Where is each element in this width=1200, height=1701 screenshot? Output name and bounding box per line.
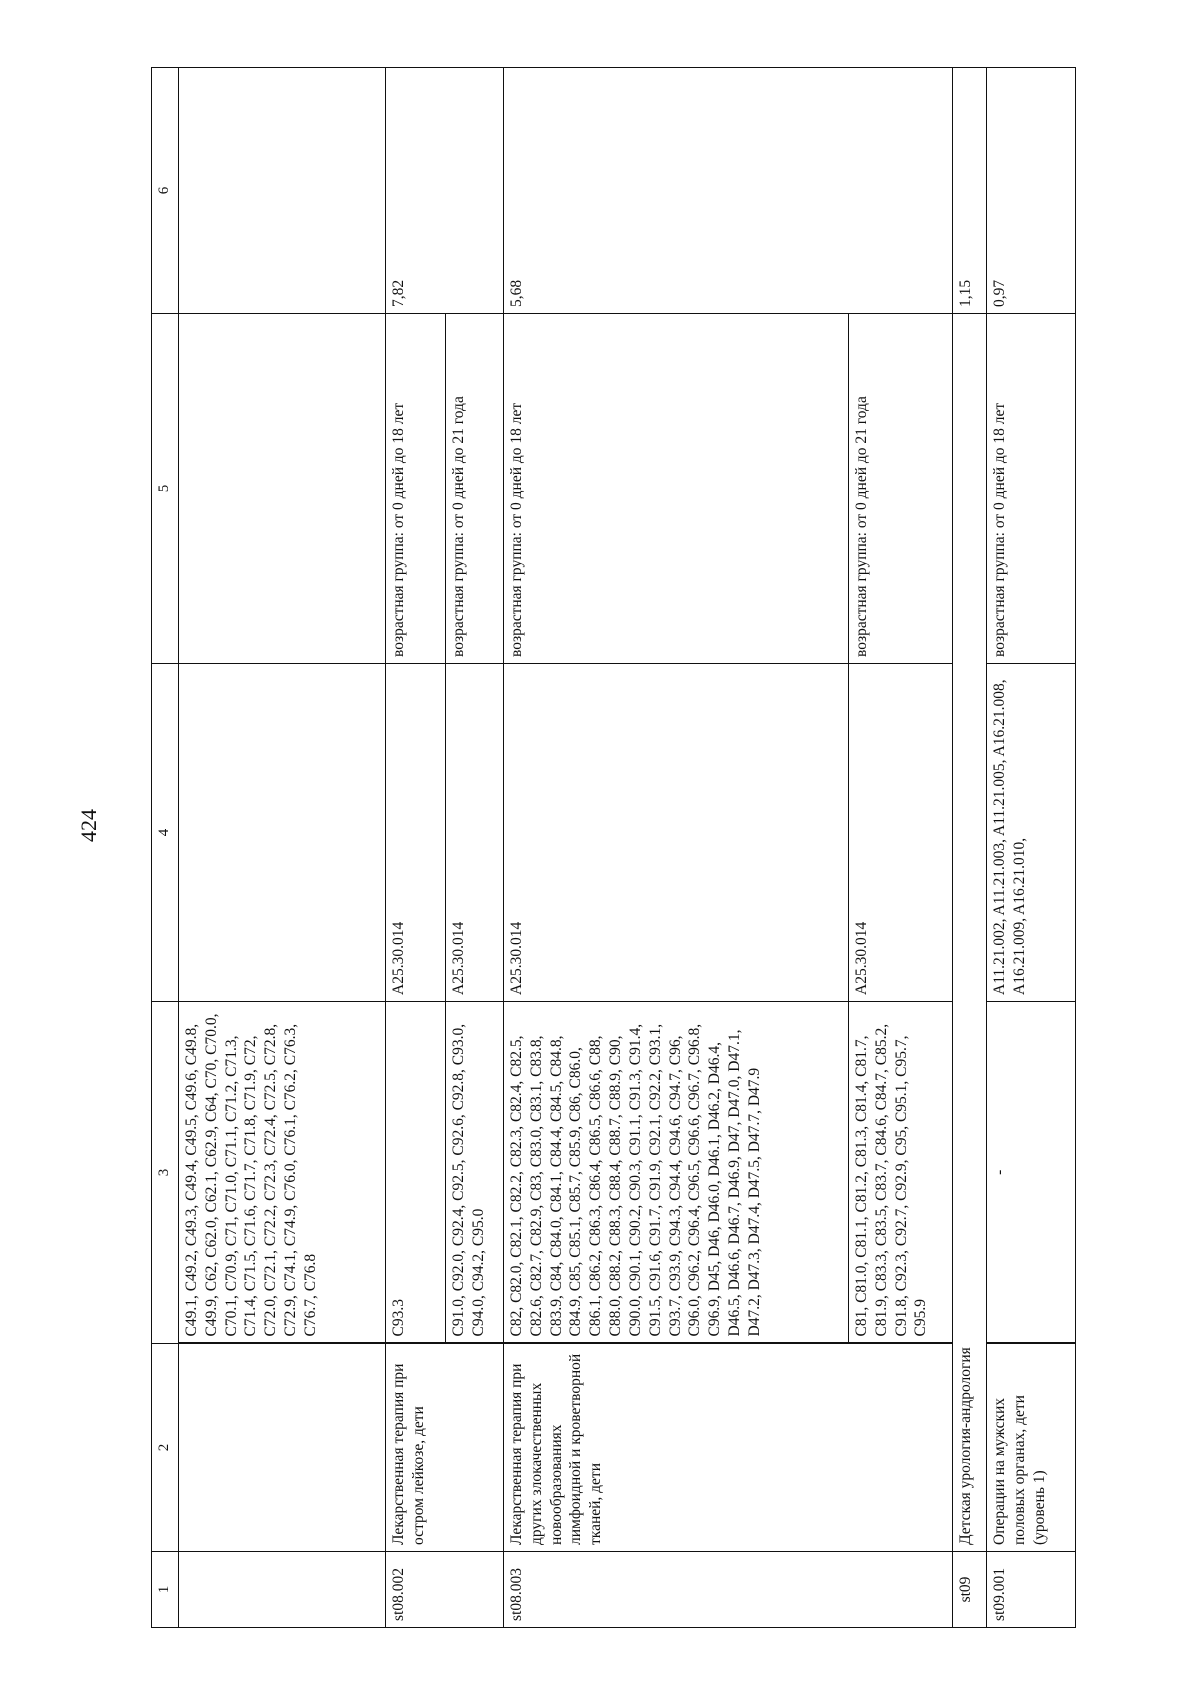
criteria-cell: возрастная группа: от 0 дней до 21 года — [849, 314, 953, 664]
service-codes-cell: A11.21.002, A11.21.003, A11.21.005, A16.21.008, A16.21.009, A16.21.010, — [987, 664, 1076, 1002]
service-codes-cell: A25.30.014 — [446, 664, 504, 1002]
code-cell: st09 — [953, 1552, 987, 1628]
table-row — [987, 68, 1076, 1628]
criteria-cell — [179, 314, 386, 664]
name-cell — [179, 1344, 386, 1552]
table-row — [386, 68, 446, 1628]
coefficient-cell: 1,15 — [953, 68, 987, 314]
header-col-2: 2 — [152, 1344, 179, 1552]
page-number: 424 — [76, 809, 101, 842]
header-col-3: 3 — [152, 1002, 179, 1344]
tariff-table-wrapper — [151, 68, 1076, 1628]
code-cell: st09.001 — [987, 1552, 1076, 1628]
code-cell: st08.002 — [386, 1552, 504, 1628]
table-row — [953, 68, 987, 1628]
criteria-cell: возрастная группа: от 0 дней до 21 года — [446, 314, 504, 664]
header-col-5: 5 — [152, 314, 179, 664]
section-title-cell: Детская урология-андрология — [953, 314, 987, 1552]
name-cell: Лекарственная терапия при остром лейкозе, дети — [386, 1344, 504, 1552]
service-codes-cell: A25.30.014 — [849, 664, 953, 1002]
diagnosis-codes-cell: C49.1, C49.2, C49.3, C49.4, C49.5, C49.6, C49.8, C49.9, C62, C62.0, C62.1, C62.9, C64, C70, C70.0, C70.1, C70.9, C71, C71.0, C71.1, C71.2, C71.3, C71.4, C71.5, C71.6, C71.7, C71.8, C71.9, C72, C72.0, C72.1, C72.2, C72.3, C72.4, C72.5, C72.8, C72.9, C74.1, C74.9, C76.0, C76.1, C76.2, C76.3, C76.7, C76.8 — [179, 1002, 386, 1344]
diagnosis-codes-cell: C81, C81.0, C81.1, C81.2, C81.3, C81.4, C81.7, C81.9, C83.3, C83.5, C83.7, C84.6, C84.7, C85.2, C91.8, C92.3, C92.7, C92.9, C95, C95.1, C95.7, C95.9 — [849, 1002, 953, 1344]
code-cell: st08.003 — [504, 1552, 953, 1628]
diagnosis-codes-cell: C93.3 — [386, 1002, 446, 1344]
coefficient-cell: 7,82 — [386, 68, 504, 314]
header-col-4: 4 — [152, 664, 179, 1002]
criteria-cell: возрастная группа: от 0 дней до 18 лет — [386, 314, 446, 664]
name-cell: Операции на мужских половых органах, дети (уровень 1) — [987, 1344, 1076, 1552]
service-codes-cell: A25.30.014 — [386, 664, 446, 1002]
table-row — [179, 68, 386, 1628]
header-row — [152, 68, 179, 1628]
service-codes-cell — [179, 664, 386, 1002]
criteria-cell: возрастная группа: от 0 дней до 18 лет — [504, 314, 849, 664]
coefficient-cell: 5,68 — [504, 68, 953, 314]
criteria-cell: возрастная группа: от 0 дней до 18 лет — [987, 314, 1076, 664]
header-col-1: 1 — [152, 1552, 179, 1628]
coefficient-cell: 0,97 — [987, 68, 1076, 314]
tariff-table — [151, 67, 1076, 1628]
header-col-6: 6 — [152, 68, 179, 314]
diagnosis-codes-cell: C91.0, C92.0, C92.4, C92.5, C92.6, C92.8, C93.0, C94.0, C94.2, C95.0 — [446, 1002, 504, 1344]
coefficient-cell — [179, 68, 386, 314]
code-cell — [179, 1552, 386, 1628]
table-row — [504, 68, 849, 1628]
name-cell: Лекарственная терапия при других злокачественных новообразованиях лимфоидной и кроветворной тканей, дети — [504, 1344, 953, 1552]
service-codes-cell: A25.30.014 — [504, 664, 849, 1002]
diagnosis-codes-cell: C82, C82.0, C82.1, C82.2, C82.3, C82.4, C82.5, C82.6, C82.7, C82.9, C83, C83.0, C83.1, C83.8, C83.9, C84, C84.0, C84.1, C84.4, C84.5, C84.8, C84.9, C85, C85.1, C85.7, C85.9, C86, C86.0, C86.1, C86.2, C86.3, C86.4, C86.5, C86.6, C88, C88.0, C88.2, C88.3, C88.4, C88.7, C88.9, C90, C90.0, C90.1, C90.2, C90.3, C91.1, C91.3, C91.4, C91.5, C91.6, C91.7, C91.9, C92.1, C92.2, C93.1, C93.7, C93.9, C94.3, C94.4, C94.6, C94.7, C96, C96.0, C96.2, C96.4, C96.5, C96.6, C96.7, C96.8, C96.9, D45, D46, D46.0, D46.1, D46.2, D46.4, D46.5, D46.6, D46.7, D46.9, D47, D47.0, D47.1, D47.2, D47.3, D47.4, D47.5, D47.7, D47.9 — [504, 1002, 849, 1344]
diagnosis-codes-cell: - — [987, 1002, 1076, 1344]
